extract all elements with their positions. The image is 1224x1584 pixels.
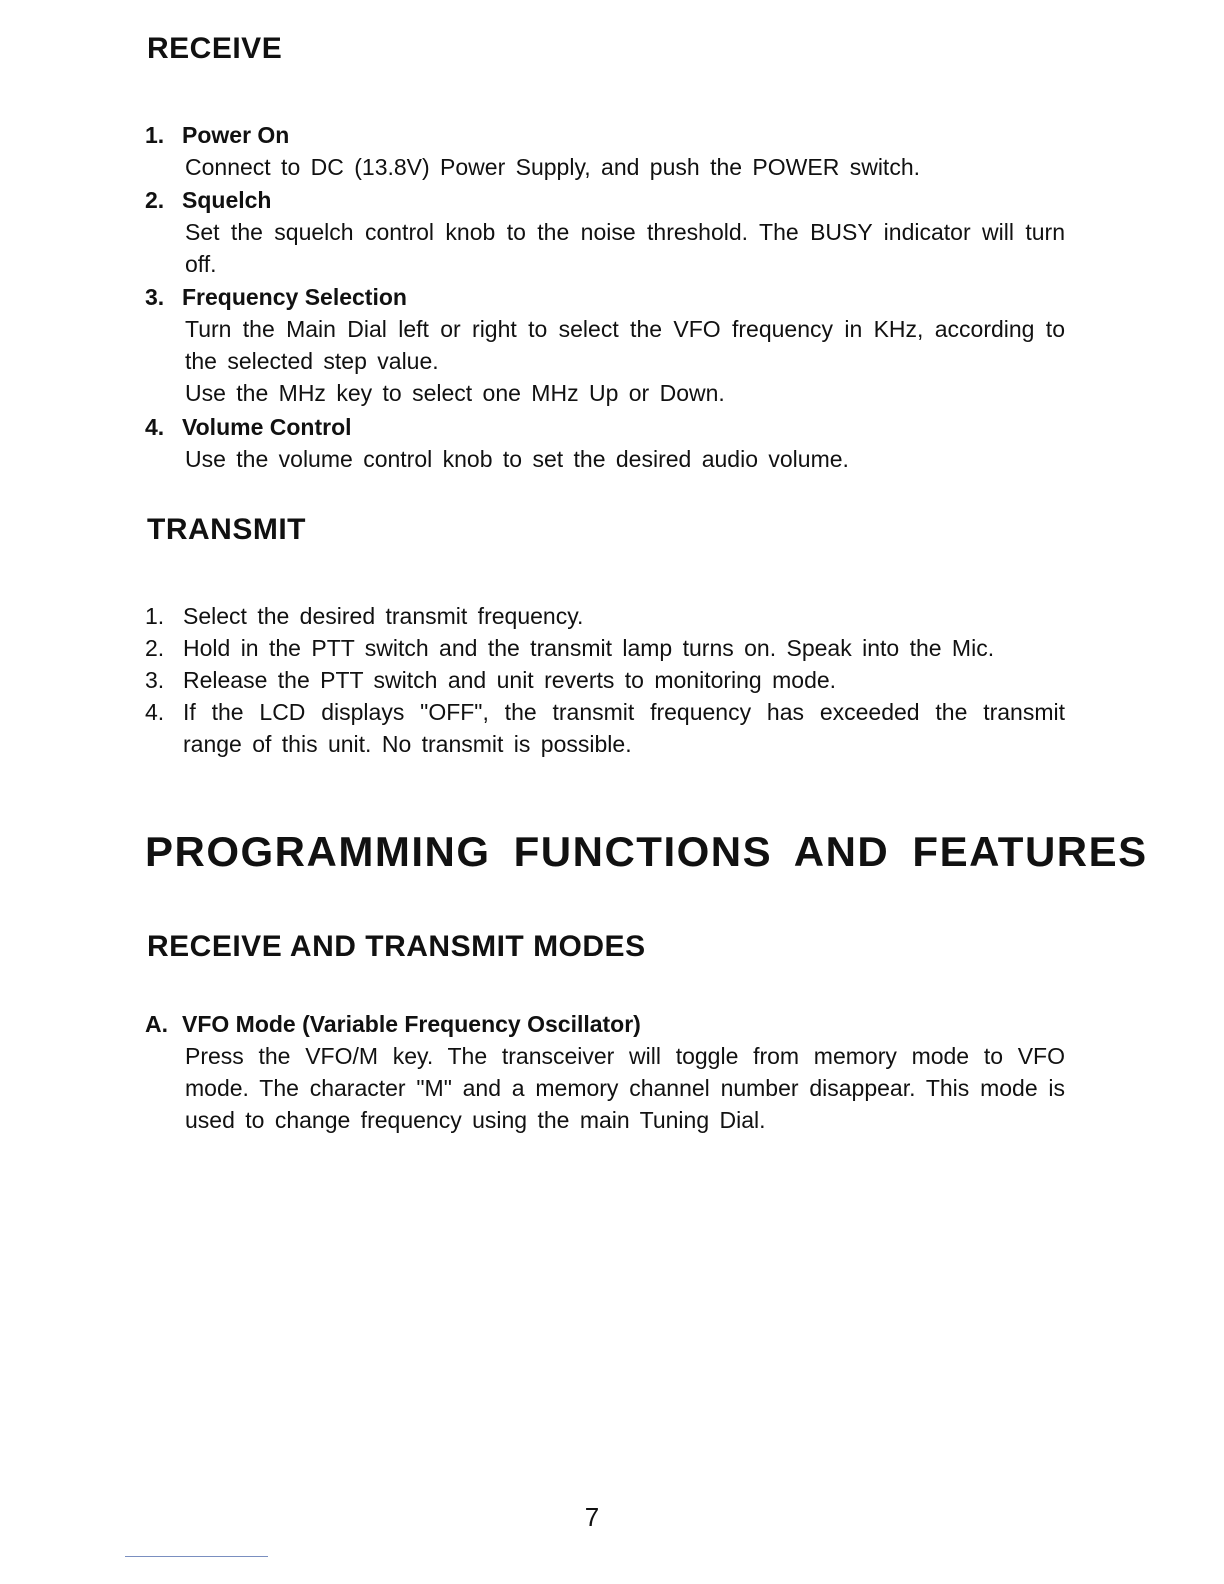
item-title: Volume Control [182, 414, 352, 440]
list-item [145, 632, 1065, 664]
item-number: 2. [145, 635, 165, 661]
receive-item-volume-control [145, 411, 1065, 475]
page-number: 7 [584, 1502, 600, 1532]
item-title: Power On [182, 122, 290, 148]
item-title: Frequency Selection [182, 284, 407, 310]
item-number: 3. [145, 667, 165, 693]
item-number: 1. [145, 122, 165, 148]
item-text: Set the squelch control knob to the noise threshold. The BUSY indicator will turn off. [185, 219, 1065, 277]
item-number: 1. [145, 603, 165, 629]
item-text: Select the desired transmit frequency. [183, 603, 584, 629]
item-text: Connect to DC (13.8V) Power Supply, and push the POWER switch. [185, 154, 920, 180]
item-text: Press the VFO/M key. The transceiver will toggle from memory mode to VFO mode. The character "M" and a memory channel number disappear. This mode is used to change frequency using the main Tuning Dial. [185, 1043, 1065, 1133]
list-item [145, 664, 1065, 696]
vfo-mode-item [145, 1008, 1065, 1136]
footer-divider [125, 1556, 268, 1557]
programming-heading: PROGRAMMING FUNCTIONS AND FEATURES [145, 828, 1148, 875]
modes-heading: RECEIVE AND TRANSMIT MODES [147, 930, 646, 963]
receive-heading: RECEIVE [147, 32, 283, 65]
item-text: Turn the Main Dial left or right to select the VFO frequency in KHz, according to the selected step value. [185, 316, 1065, 374]
item-title: Squelch [182, 187, 272, 213]
item-text: Use the MHz key to select one MHz Up or Down. [185, 380, 725, 406]
item-text: If the LCD displays "OFF", the transmit frequency has exceeded the transmit range of this unit. No transmit is possible. [183, 699, 1065, 757]
item-number: 4. [145, 414, 165, 440]
transmit-heading: TRANSMIT [147, 513, 306, 546]
item-title: VFO Mode (Variable Frequency Oscillator) [182, 1011, 641, 1037]
receive-item-power-on [145, 119, 1065, 183]
receive-item-frequency-selection [145, 281, 1065, 409]
item-number: 4. [145, 699, 165, 725]
item-number: A. [145, 1011, 168, 1037]
list-item [145, 696, 1065, 760]
transmit-list [145, 600, 1065, 760]
item-number: 2. [145, 187, 165, 213]
receive-item-squelch [145, 184, 1065, 280]
item-number: 3. [145, 284, 165, 310]
list-item [145, 600, 1065, 632]
item-text: Hold in the PTT switch and the transmit lamp turns on. Speak into the Mic. [183, 635, 995, 661]
item-text: Release the PTT switch and unit reverts to monitoring mode. [183, 667, 837, 693]
item-text: Use the volume control knob to set the desired audio volume. [185, 446, 849, 472]
